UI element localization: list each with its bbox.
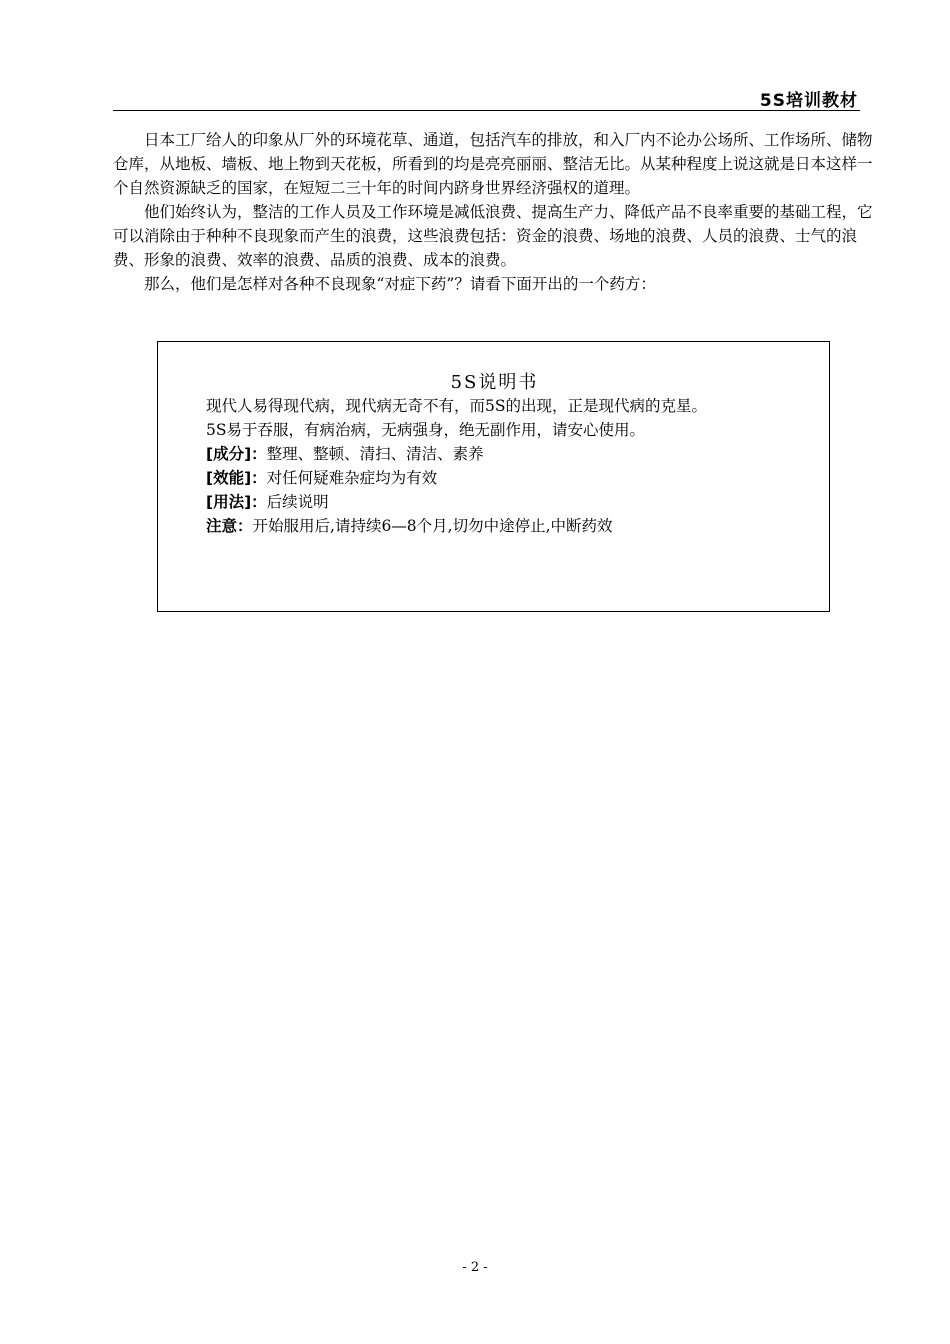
efficacy-label: [效能]： [206,469,267,487]
box-line-usage-note: 5S易于吞服，有病治病，无病强身，绝无副作用，请安心使用。 [206,421,645,439]
box-line-note [206,514,707,538]
paragraph-1: 日本工厂给人的印象从厂外的环境花草、通道，包括汽车的排放，和入厂内不论办公场所、工作场所、储物仓库，从地板、墙板、地上物到天花板，所看到的均是亮亮丽丽、整洁无比。从某种程度上说这就是日本这样一个自然资源缺乏的国家，在短短二三十年的时间内跻身世界经济强权的道理。 [113,131,873,197]
box-line-efficacy [206,466,707,490]
ingredients-value: 整理、整顿、清扫、清洁、素养 [266,445,484,463]
efficacy-value: 对任何疑难杂症均为有效 [266,469,438,487]
box-content [206,394,707,538]
body-text [113,128,873,296]
paragraph-3: 那么，他们是怎样对各种不良现象“对症下药”？请看下面开出的一个药方： [144,275,656,293]
box-line-usage [206,490,707,514]
5s-instruction-box [157,341,830,612]
box-title: 5S说明书 [450,372,539,393]
note-label: 注意： [206,517,253,535]
box-line-intro: 现代人易得现代病，现代病无奇不有，而5S的出现，正是现代病的克星。 [206,397,707,415]
note-value: 开始服用后,请持续6—8个月,切勿中途停止,中断药效 [252,517,613,535]
header-divider [113,110,860,111]
ingredients-label: [成分]： [206,445,267,463]
paragraph-2: 他们始终认为，整洁的工作人员及工作环境是减低浪费、提高生产力、降低产品不良率重要的基础工程，它可以消除由于种种不良现象而产生的浪费，这些浪费包括：资金的浪费、场地的浪费、人员的浪费、士气的浪费、形象的浪费、效率的浪费、品质的浪费、成本的浪费。 [113,203,873,269]
box-line-ingredients [206,442,707,466]
page-number: - 2 - [462,1260,488,1275]
document-header-title: 5S培训教材 [759,91,858,111]
usage-value: 后续说明 [266,493,329,511]
usage-label: [用法]： [206,493,267,511]
